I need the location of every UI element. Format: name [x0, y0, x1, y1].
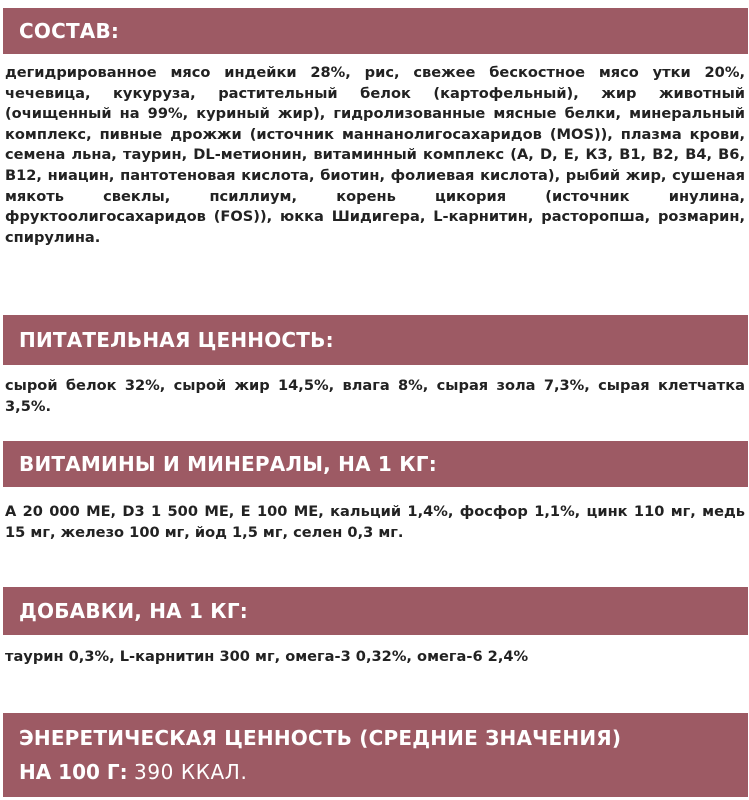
- nutrition-text: сырой белок 32%, сырой жир 14,5%, влага 8%, сырая зола 7,3%, сырая клетчатка 3,5%.: [5, 377, 745, 415]
- energy-label: НА 100 Г:: [19, 760, 128, 784]
- vitamins-text: А 20 000 МЕ, D3 1 500 МЕ, Е 100 МЕ, кальций 1,4%, фосфор 1,1%, цинк 110 мг, медь 15 мг, железо 100 мг, йод 1,5 мг, селен 0,3 мг.: [5, 503, 745, 541]
- energy-line: [19, 759, 748, 785]
- vitamins-header: [3, 441, 748, 487]
- composition-header: [3, 8, 748, 54]
- nutrition-title: ПИТАТЕЛЬНАЯ ЦЕННОСТЬ:: [19, 328, 334, 352]
- energy-block: [3, 713, 748, 797]
- composition-text: дегидрированное мясо индейки 28%, рис, свежее бескостное мясо утки 20%, чечевица, кукуруза, растительный белок (картофельный), жир животный (очищенный на 99%, куриный жир), гидролизованные мясные белки, минеральный комплекс, пивные дрожжи (источник маннанолигосахаридов (MOS)), плазма крови, семена льна, таурин, DL-метионин, витаминный комплекс (А, D, Е, К3, В1, В2, В4, В6, В12, ниацин, пантотеновая кислота, биотин, фолиевая кислота), рыбий жир, сушеная мякоть свеклы, псиллиум, корень цикория (источник инулина, фруктоолигосахаридов (FOS)), юкка Шидигера, L-карнитин, расторопша, розмарин, спирулина.: [5, 64, 745, 246]
- energy-value: 390 ККАЛ.: [134, 760, 248, 784]
- vitamins-title: ВИТАМИНЫ И МИНЕРАЛЫ, НА 1 КГ:: [19, 452, 437, 476]
- additives-title: ДОБАВКИ, НА 1 КГ:: [19, 599, 248, 623]
- additives-text: таурин 0,3%, L-карнитин 300 мг, омега-3 0,32%, омега-6 2,4%: [5, 648, 529, 665]
- composition-title: СОСТАВ:: [19, 19, 120, 43]
- energy-title: ЭНЕРЕТИЧЕСКАЯ ЦЕННОСТЬ (СРЕДНИЕ ЗНАЧЕНИЯ): [19, 726, 622, 750]
- additives-header: [3, 587, 748, 635]
- nutrition-header: [3, 315, 748, 365]
